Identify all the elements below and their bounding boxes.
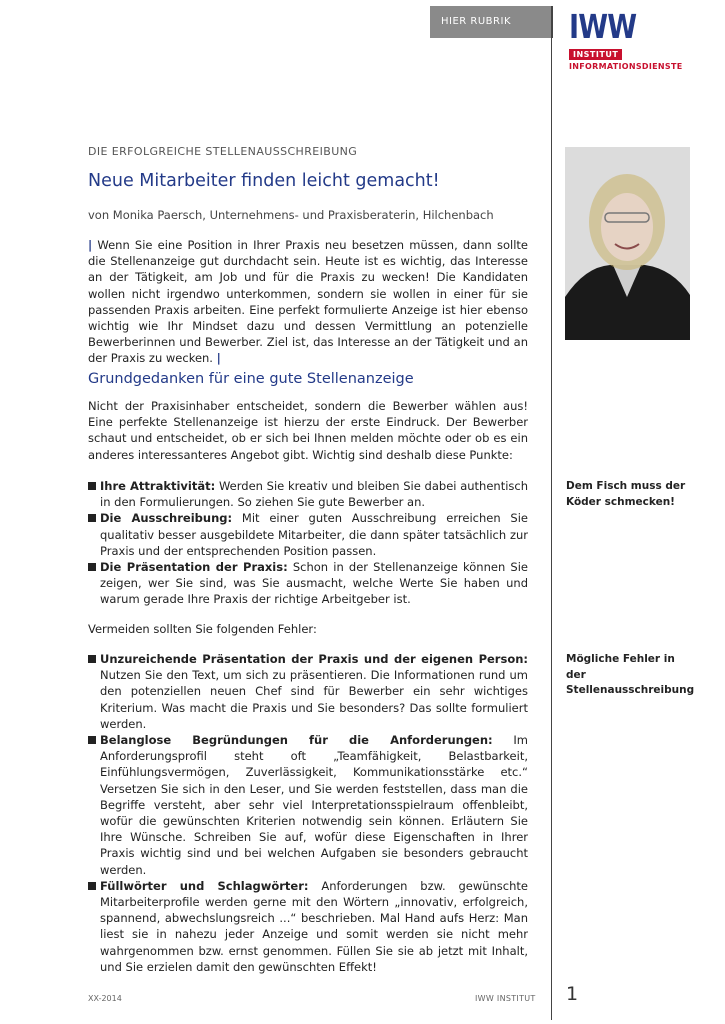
point-term: Die Ausschreibung: bbox=[100, 511, 233, 526]
error-text: Anforderungen bzw. gewünschte Mitarbeiterprofile werden gerne mit den Wörtern „innovativ, erfolgreich, spannend, abwechslungsreich ...“ beschrieben. Mal Hand aufs Herz: Man liest sie in nahezu jeder Anzeige und somit werden sie nicht mehr wahrgenommen bzw. ernst genommen. Füllen Sie sie ab jetzt mit Inhalt, und Sie erzielen damit den gewünschten Effekt! bbox=[100, 878, 528, 974]
page-number: 1 bbox=[566, 983, 579, 1005]
error-text: Im Anforderungsprofil steht oft „Teamfähigkeit, Belastbarkeit, Einfühlungsvermögen, Zuverlässigkeit, Kommunikationsstärke etc.“ Versetzen Sie sich in den Leser, und Sie werden feststellen, dass man die Begriffe versteht, aber sehr viel Interpretationsspielraum offenbleibt, wofür die gewünschten Kriterien notwendig sein können. Erläutern Sie Ihre Wünsche. Schreiben Sie auf, wofür diese Eigenschaften in Ihrer Praxis wichtig sind und bei welchen Aufgaben sie besonders gebraucht werden. bbox=[100, 733, 529, 877]
article-byline: von Monika Paersch, Unternehmens- und Praxisberaterin, Hilchenbach bbox=[88, 208, 494, 222]
list-item bbox=[88, 478, 528, 510]
point-term: Ihre Attraktivität: bbox=[100, 479, 216, 493]
author-portrait bbox=[565, 147, 690, 340]
article-kicker: DIE ERFOLGREICHE STELLENAUSSCHREIBUNG bbox=[88, 145, 358, 158]
logo-wordmark: IWW bbox=[569, 7, 637, 46]
list-item bbox=[88, 878, 528, 975]
intro-paragraph bbox=[88, 237, 528, 367]
list-item bbox=[88, 559, 528, 608]
error-term: Belanglose Begründungen für die Anforderungen: bbox=[100, 733, 493, 748]
section-paragraph: Nicht der Praxisinhaber entscheidet, sondern die Bewerber wählen aus! Eine perfekte Stellenanzeige ist hierzu der erste Eindruck. Der Bewerber schaut und entscheidet, ob er sich bei Ihnen melden möchte oder ob es ein anderes interessanteres Angebot gibt. Wichtig sind deshalb diese Punkte: bbox=[88, 399, 528, 462]
avoid-intro: Vermeiden sollten Sie folgenden Fehler: bbox=[88, 622, 317, 636]
list-item bbox=[88, 651, 528, 732]
errors-list bbox=[88, 651, 528, 975]
list-item bbox=[88, 510, 528, 559]
point-text: Mit einer guten Ausschreibung erreichen Sie qualitativ besser ausgebildete Mitarbeiter, die dann später tatsächlich zur Praxis und der entsprechenden Position passen. bbox=[100, 511, 529, 558]
iww-logo bbox=[569, 7, 689, 71]
points-list bbox=[88, 478, 528, 608]
footer-issue: XX-2014 bbox=[88, 994, 122, 1003]
point-text: Schon in der Stellenanzeige können Sie zeigen, wer Sie sind, was Sie ausmacht, welche Werte Sie haben und warum gerade Ihre Praxis der richtige Arbeitgeber ist. bbox=[100, 560, 528, 607]
article-title: Neue Mitarbeiter finden leicht gemacht! bbox=[88, 171, 440, 191]
rubric-label: HIER RUBRIK bbox=[430, 6, 552, 38]
intro-bar-close: | bbox=[216, 351, 221, 366]
intro-bar-open: | bbox=[88, 238, 93, 252]
error-text: Nutzen Sie den Text, um sich zu präsentieren. Die Informationen rund um den potenziellen neuen Chef sind für Bewerber ein sehr wichtiges Kriterium. Was macht die Praxis und Sie besonders? Das sollte formuliert werden. bbox=[100, 668, 528, 731]
point-term: Die Präsentation der Praxis: bbox=[100, 560, 288, 575]
intro-text: Wenn Sie eine Position in Ihrer Praxis neu besetzen müssen, dann sollte die Stellenanzeige gut durchdacht sein. Heute ist es wichtig, das Interesse an der Tätigkeit, am Job und für die Praxis zu wecken! Die Kandidaten wollen nicht irgendwo unterkommen, sondern sie wollen in einer für sie passenden Praxis arbeiten. Eine perfekt formulierte Anzeige ist hier ebenso wichtig wie Ihr Mindset dazu und dessen Vermittlung an potenzielle Bewerberinnen und Bewerber. Ziel ist, das Interesse an der Tätigkeit und an der Praxis zu wecken. bbox=[88, 238, 529, 366]
point-text: Werden Sie kreativ und bleiben Sie dabei authentisch in den Formulierungen. So ziehen Sie gute Bewerber an. bbox=[100, 479, 528, 510]
logo-subtitle: INFORMATIONSDIENSTE bbox=[569, 62, 683, 71]
list-item bbox=[88, 732, 528, 878]
section-title: Grundgedanken für eine gute Stellenanzeige bbox=[88, 371, 414, 387]
error-term: Unzureichende Präsentation der Praxis und der eigenen Person: bbox=[100, 652, 528, 666]
logo-institut: INSTITUT bbox=[569, 49, 622, 60]
error-term: Füllwörter und Schlagwörter: bbox=[100, 878, 309, 893]
column-divider bbox=[551, 6, 552, 1020]
footer-publisher: IWW INSTITUT bbox=[475, 994, 536, 1003]
sidenote-errors: Mögliche Fehler in der Stellenausschreibung bbox=[566, 653, 695, 696]
sidenote-fish: Dem Fisch muss der Köder schmecken! bbox=[566, 480, 686, 508]
